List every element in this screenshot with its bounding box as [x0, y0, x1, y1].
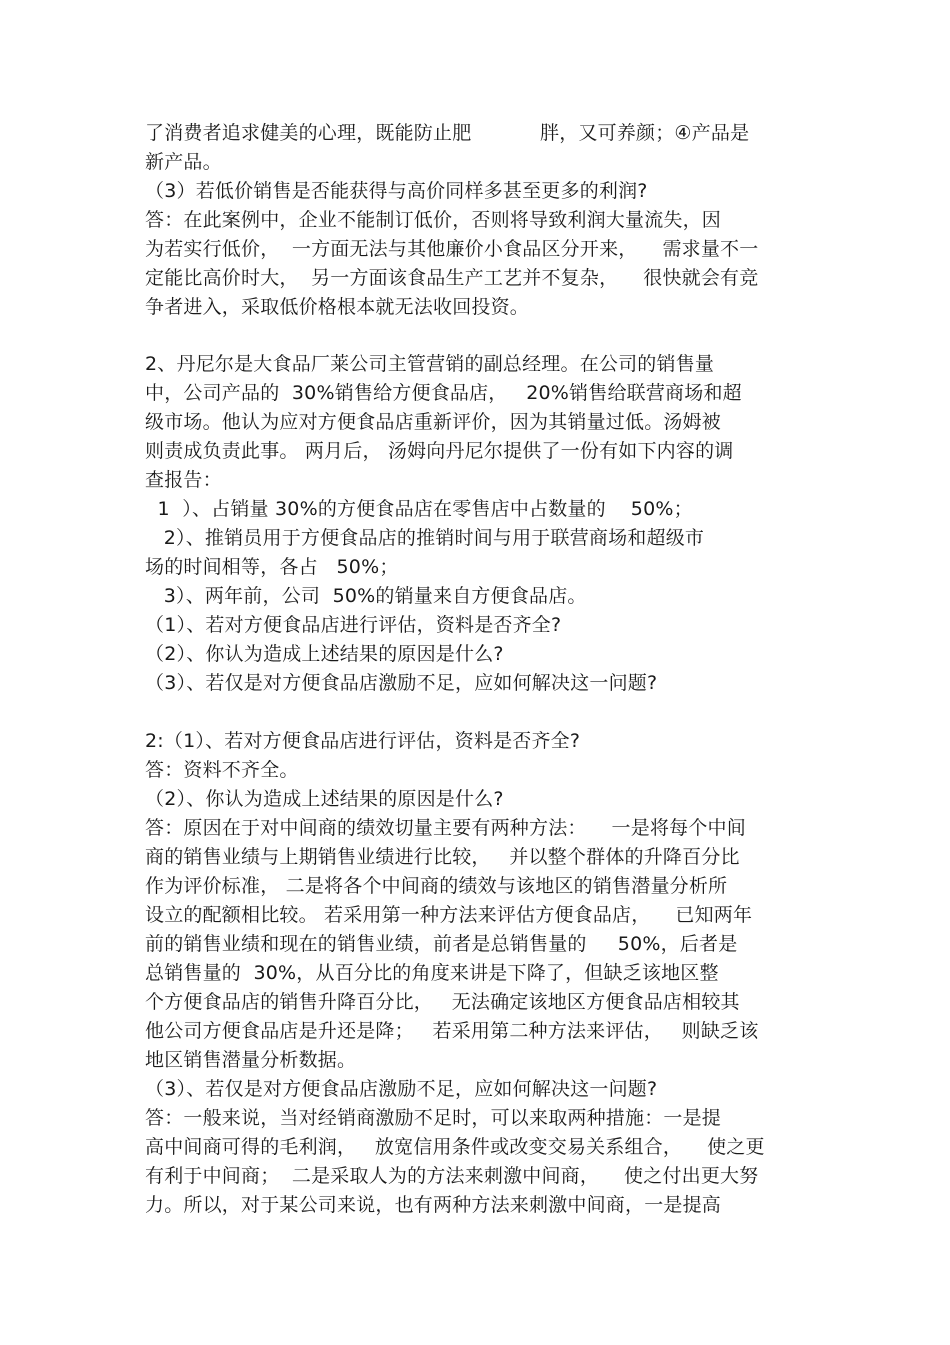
text-line: 答：一般来说，当对经销商激励不足时，可以来取两种措施：一是提: [145, 1107, 722, 1129]
text-line: 个方便食品店的销售升降百分比， 无法确定该地区方便食品店相较其: [145, 991, 740, 1013]
text-line: 2）、推销员用于方便食品店的推销时间与用于联营商场和超级市: [145, 527, 705, 549]
text-line: 设立的配额相比较。 若采用第一种方法来评估方便食品店， 已知两年: [145, 904, 753, 926]
text-line: 高中间商可得的毛利润， 放宽信用条件或改变交易关系组合， 使之更: [145, 1136, 765, 1158]
text-line: 3）、两年前，公司 50%的销量来自方便食品店。: [145, 585, 587, 607]
text-line: 定能比高价时大， 另一方面该食品生产工艺并不复杂， 很快就会有竞: [145, 267, 759, 289]
text-line: 级市场。他认为应对方便食品店重新评价，因为其销量过低。汤姆被: [145, 411, 722, 433]
text-line: （3）、若仅是对方便食品店激励不足，应如何解决这一问题?: [145, 672, 658, 694]
text-line: 新产品。: [145, 151, 222, 173]
text-line: （3）、若仅是对方便食品店激励不足，应如何解决这一问题?: [145, 1078, 658, 1100]
text-line: 争者进入，采取低价格根本就无法收回投资。: [145, 296, 530, 318]
text-line: 了消费者追求健美的心理，既能防止肥 胖，又可养颜；④产品是: [145, 122, 750, 144]
text-line: 地区销售潜量分析数据。: [145, 1049, 357, 1071]
text-line: （1）、若对方便食品店进行评估，资料是否齐全?: [145, 614, 562, 636]
text-line: 2、丹尼尔是大食品厂莱公司主管营销的副总经理。在公司的销售量: [145, 353, 715, 375]
text-line: 答：在此案例中，企业不能制订低价，否则将导致利润大量流失，因: [145, 209, 722, 231]
text-line: （2）、你认为造成上述结果的原因是什么?: [145, 643, 504, 665]
text-line: 总销售量的 30%，从百分比的角度来讲是下降了，但缺乏该地区整: [145, 962, 719, 984]
text-line: （2）、你认为造成上述结果的原因是什么?: [145, 788, 504, 810]
text-line: 答：资料不齐全。: [145, 759, 299, 781]
text-line: 有利于中间商； 二是采取人为的方法来刺激中间商， 使之付出更大努: [145, 1165, 759, 1187]
text-line: 商的销售业绩与上期销售业绩进行比较， 并以整个群体的升降百分比: [145, 846, 740, 868]
text-line: 为若实行低价， 一方面无法与其他廉价小食品区分开来， 需求量不一: [145, 238, 759, 260]
text-line: 查报告：: [145, 469, 222, 491]
text-line: 则责成负责此事。 两月后， 汤姆向丹尼尔提供了一份有如下内容的调: [145, 440, 734, 462]
text-line: 中，公司产品的 30%销售给方便食品店， 20%销售给联营商场和超: [145, 382, 742, 404]
text-line: 前的销售业绩和现在的销售业绩，前者是总销售量的 50%，后者是: [145, 933, 738, 955]
text-line: 答：原因在于对中间商的绩效切量主要有两种方法： 一是将每个中间: [145, 817, 746, 839]
text-line: 力。所以，对于某公司来说，也有两种方法来刺激中间商，一是提高: [145, 1194, 722, 1216]
text-line: 场的时间相等，各占 50%；: [145, 556, 399, 578]
text-line: 1 ）、占销量 30%的方便食品店在零售店中占数量的 50%；: [145, 498, 693, 520]
text-line: 2:（1）、若对方便食品店进行评估，资料是否齐全?: [145, 730, 581, 752]
text-line: 他公司方便食品店是升还是降； 若采用第二种方法来评估， 则缺乏该: [145, 1020, 759, 1042]
text-line: 作为评价标准， 二是将各个中间商的绩效与该地区的销售潜量分析所: [145, 875, 728, 897]
text-line: （3）若低价销售是否能获得与高价同样多甚至更多的利润?: [145, 180, 648, 202]
